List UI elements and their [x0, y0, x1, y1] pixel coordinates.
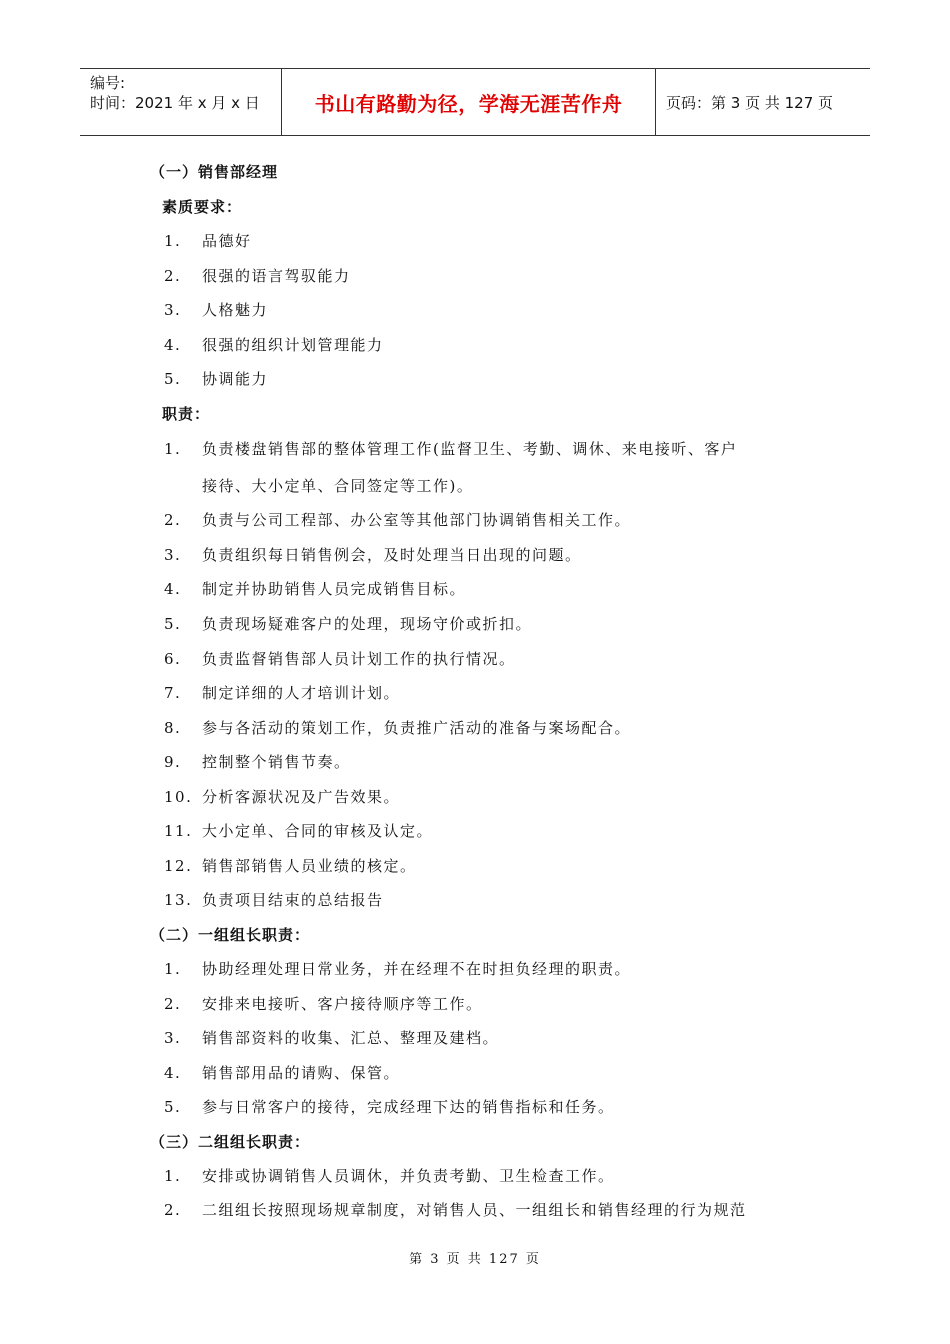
section-title-group2: （三）二组组长职责：	[150, 1133, 311, 1151]
list-item: 5. 参与日常客户的接待，完成经理下达的销售指标和任务。	[164, 1098, 615, 1116]
list-item: 7. 制定详细的人才培训计划。	[164, 684, 401, 702]
duties-title: 职责：	[162, 405, 211, 423]
list-item: 5. 负责现场疑难客户的处理，现场守价或折扣。	[164, 615, 533, 633]
list-item: 1. 安排或协调销售人员调休，并负责考勤、卫生检查工作。	[164, 1167, 615, 1185]
list-item: 8. 参与各活动的策划工作，负责推广活动的准备与案场配合。	[164, 719, 632, 737]
list-item: 3. 负责组织每日销售例会，及时处理当日出现的问题。	[164, 546, 582, 564]
list-item: 2. 负责与公司工程部、办公室等其他部门协调销售相关工作。	[164, 511, 632, 529]
list-item: 5. 协调能力	[164, 370, 269, 388]
page-footer: 第 3 页 共 127 页	[409, 1252, 541, 1267]
header-motto: 书山有路勤为径，学海无涯苦作舟	[282, 69, 656, 135]
list-item: 12. 销售部销售人员业绩的核定。	[164, 857, 417, 875]
list-item: 13. 负责项目结束的总结报告	[164, 891, 384, 909]
list-item: 3. 销售部资料的收集、汇总、整理及建档。	[164, 1029, 500, 1047]
list-item: 4. 销售部用品的请购、保管。	[164, 1064, 401, 1082]
section-title-manager: （一）销售部经理	[150, 163, 279, 181]
list-item: 1. 协助经理处理日常业务，并在经理不在时担负经理的职责。	[164, 960, 632, 978]
list-item: 1. 负责楼盘销售部的整体管理工作(监督卫生、考勤、调休、来电接听、客户	[164, 440, 738, 458]
header-page-info: 页码：第 3 页 共 127 页	[666, 93, 834, 112]
list-item: 2. 很强的语言驾驭能力	[164, 267, 351, 285]
time-label: 时间：2021 年 x 月 x 日	[90, 94, 260, 112]
section-title-group1: （二）一组组长职责：	[150, 926, 311, 944]
list-item-continued: 接待、大小定单、合同签定等工作)。	[202, 477, 474, 495]
list-item: 1. 品德好	[164, 232, 252, 250]
list-item: 4. 制定并协助销售人员完成销售目标。	[164, 580, 467, 598]
list-item: 10. 分析客源状况及广告效果。	[164, 788, 401, 806]
list-item: 3. 人格魅力	[164, 301, 269, 319]
list-item: 11. 大小定单、合同的审核及认定。	[164, 822, 434, 840]
list-item: 2. 二组组长按照现场规章制度，对销售人员、一组组长和销售经理的行为规范	[164, 1201, 747, 1219]
list-item: 2. 安排来电接听、客户接待顺序等工作。	[164, 995, 483, 1013]
serial-label: 编号:	[90, 74, 126, 92]
qualities-title: 素质要求：	[162, 198, 243, 216]
list-item: 9. 控制整个销售节奏。	[164, 753, 351, 771]
list-item: 6. 负责监督销售部人员计划工作的执行情况。	[164, 650, 516, 668]
list-item: 4. 很强的组织计划管理能力	[164, 336, 384, 354]
